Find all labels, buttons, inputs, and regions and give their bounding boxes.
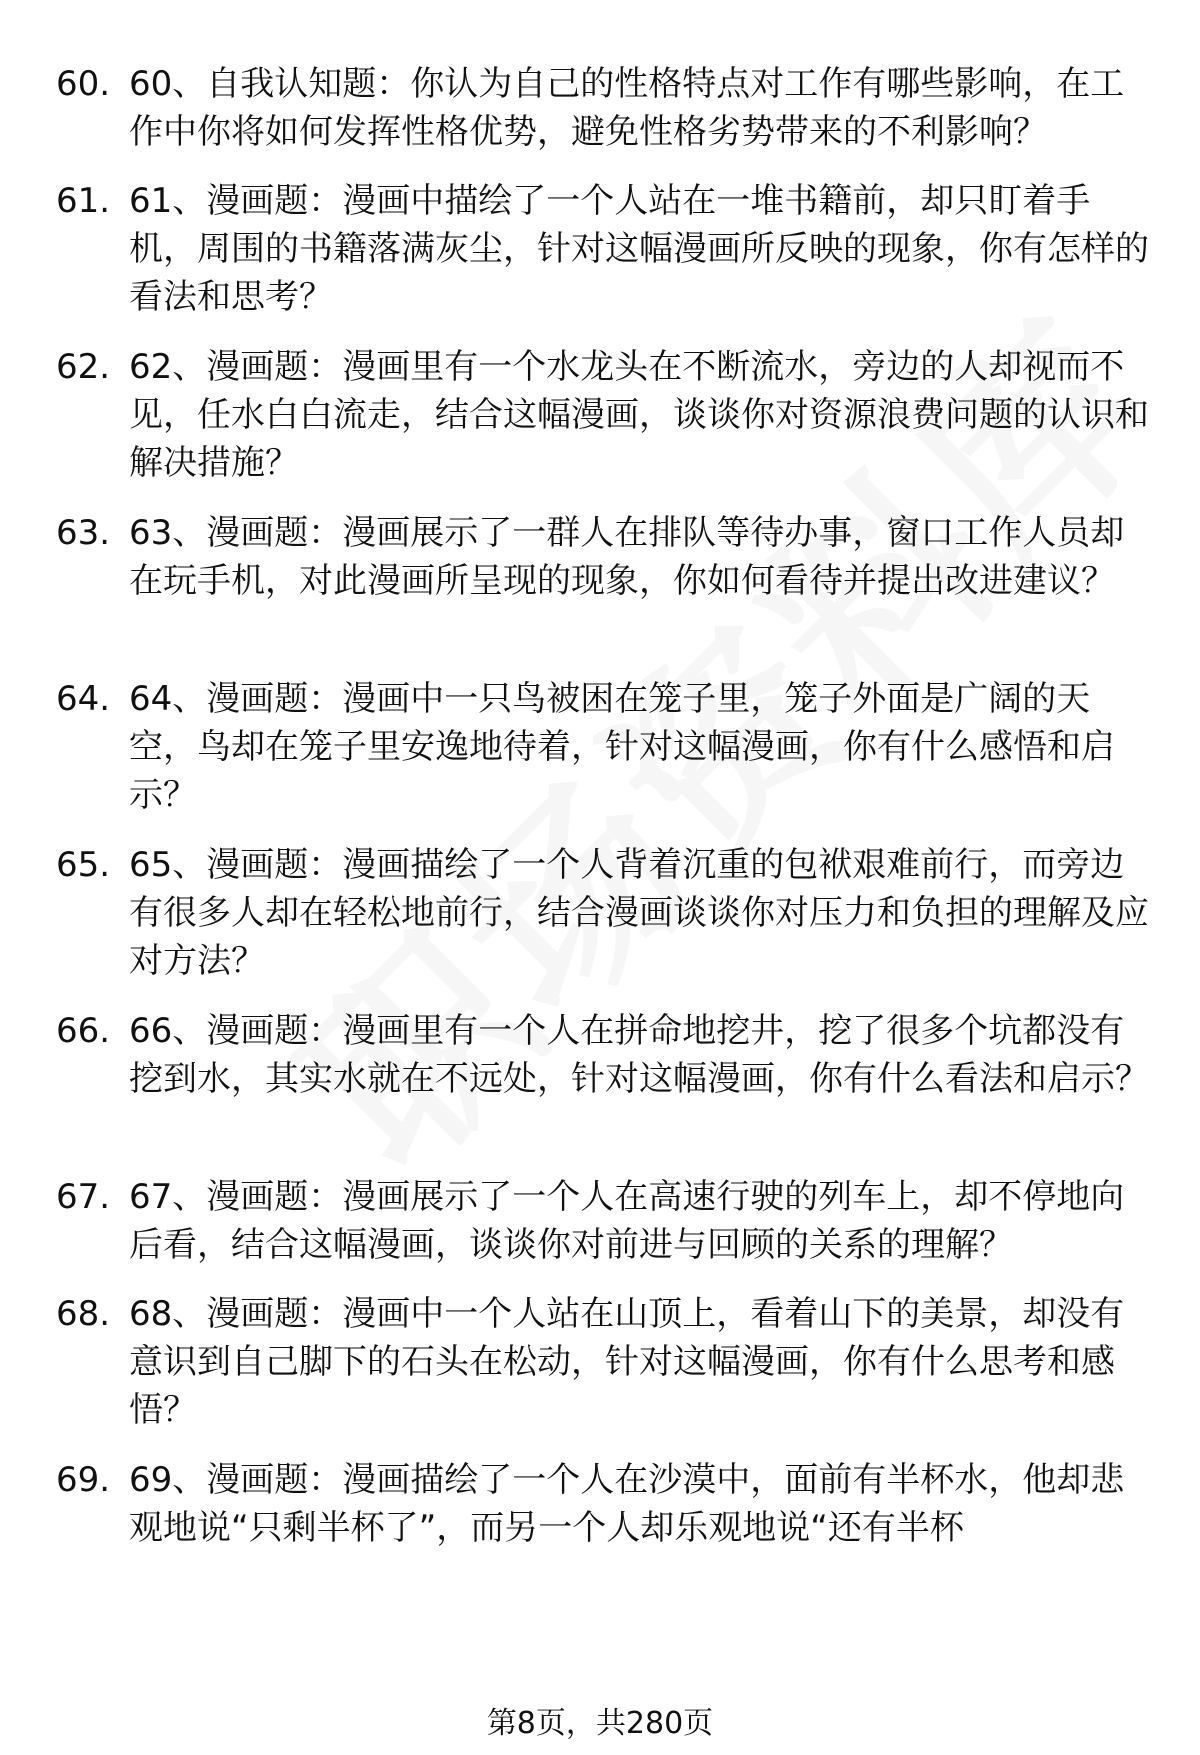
question-number: 64. — [56, 679, 111, 719]
question-number: 65. — [56, 845, 111, 885]
page-footer: 第8页，共280页 — [486, 1706, 714, 1741]
question-number: 63. — [56, 513, 111, 553]
question-text: 61、漫画题：漫画中描绘了一个人站在一堆书籍前，却只盯着手机，周围的书籍落满灰尘，针对这幅漫画所反映的现象，你有怎样的看法和思考？ — [129, 181, 1149, 317]
question-text: 62、漫画题：漫画里有一个水龙头在不断流水，旁边的人却视而不见，任水白白流走，结合这幅漫画，谈谈你对资源浪费问题的认识和解决措施？ — [129, 347, 1149, 483]
question-number: 69. — [56, 1460, 111, 1500]
question-number: 60. — [56, 64, 111, 104]
question-text: 67、漫画题：漫画展示了一个人在高速行驶的列车上，却不停地向后看，结合这幅漫画，谈谈你对前进与回顾的关系的理解？ — [129, 1177, 1125, 1265]
question-text: 60、自我认知题：你认为自己的性格特点对工作有哪些影响，在工作中你将如何发挥性格优势，避免性格劣势带来的不利影响？ — [129, 64, 1125, 152]
question-number: 61. — [56, 181, 111, 221]
question-text: 68、漫画题：漫画中一个人站在山顶上，看着山下的美景，却没有意识到自己脚下的石头在松动，针对这幅漫画，你有什么思考和感悟？ — [129, 1294, 1125, 1430]
question-number: 67. — [56, 1177, 111, 1217]
question-text: 63、漫画题：漫画展示了一群人在排队等待办事，窗口工作人员却在玩手机，对此漫画所呈现的现象，你如何看待并提出改进建议？ — [129, 513, 1125, 601]
question-text: 64、漫画题：漫画中一只鸟被困在笼子里，笼子外面是广阔的天空，鸟却在笼子里安逸地待着，针对这幅漫画，你有什么感悟和启示？ — [129, 679, 1115, 815]
question-number: 68. — [56, 1294, 111, 1334]
question-text: 66、漫画题：漫画里有一个人在拼命地挖井，挖了很多个坑都没有挖到水，其实水就在不远处，针对这幅漫画，你有什么看法和启示？ — [129, 1011, 1149, 1099]
question-number: 66. — [56, 1011, 111, 1051]
question-text: 69、漫画题：漫画描绘了一个人在沙漠中，面前有半杯水，他却悲观地说“只剩半杯了”，而另一个人却乐观地说“还有半杯 — [129, 1460, 1125, 1548]
question-number: 62. — [56, 347, 111, 387]
question-text: 65、漫画题：漫画描绘了一个人背着沉重的包袱艰难前行，而旁边有很多人却在轻松地前行，结合漫画谈谈你对压力和负担的理解及应对方法？ — [129, 845, 1149, 981]
